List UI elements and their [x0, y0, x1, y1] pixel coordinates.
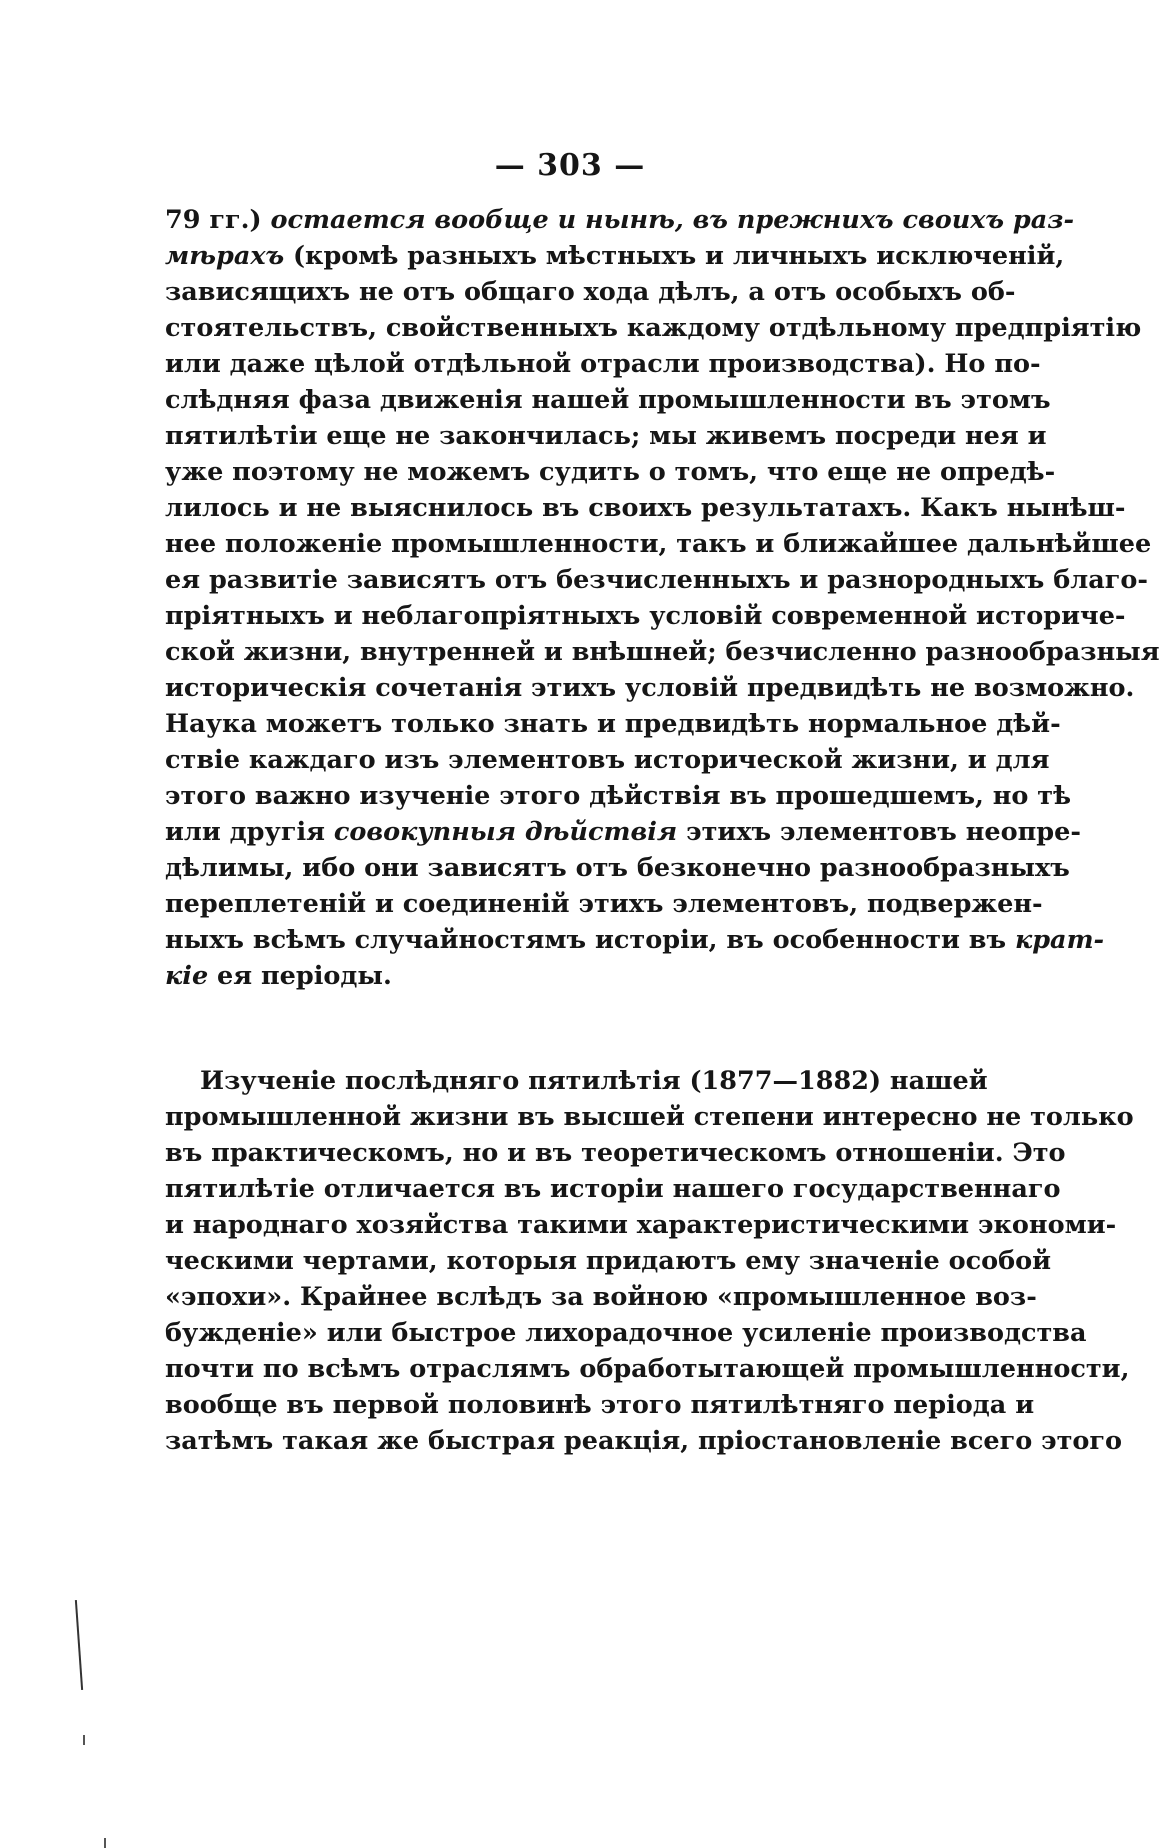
text-line: [165, 1351, 1130, 1387]
italic-text: остается вообще и нынѣ, въ прежнихъ своихъ раз-: [270, 205, 1075, 235]
text-line: [165, 1423, 1123, 1459]
text-segment: слѣдняя фаза движенія нашей промышленности въ этомъ: [165, 385, 1051, 415]
text-segment: бужденіе» или быстрое лихорадочное усиленіе производства: [165, 1318, 1087, 1348]
text-segment: переплетеній и соединеній этихъ элементовъ, подвержен-: [165, 889, 1043, 919]
text-line: [165, 382, 1051, 418]
text-line: [165, 706, 1061, 742]
text-line: [165, 850, 1070, 886]
text-segment: пятилѣтіе отличается въ исторіи нашего государственнаго: [165, 1174, 1061, 1204]
text-line: [165, 1135, 1066, 1171]
text-line: [165, 1207, 1117, 1243]
text-segment: этихъ элементовъ неопре-: [677, 817, 1081, 847]
text-segment: ныхъ всѣмъ случайностямъ исторіи, въ особенности въ: [165, 925, 1015, 955]
text-line: [165, 778, 1072, 814]
text-segment: пріятныхъ и неблагопріятныхъ условій современной историче-: [165, 601, 1126, 631]
text-line: [165, 1099, 1134, 1135]
text-segment: затѣмъ такая же быстрая реакція, пріостановленіе всего этого: [165, 1426, 1123, 1456]
italic-text: мѣрахъ: [165, 241, 285, 271]
italic-text: крат-: [1014, 925, 1105, 955]
text-segment: историческія сочетанія этихъ условій предвидѣть не возможно.: [165, 673, 1135, 703]
text-segment: стоятельствъ, свойственныхъ каждому отдѣльному предпріятію: [165, 313, 1142, 343]
text-line: [165, 598, 1126, 634]
text-line: [165, 238, 1065, 274]
text-segment: вообще въ первой половинѣ этого пятилѣтняго періода и: [165, 1390, 1035, 1420]
page-number: — 303 —: [494, 148, 646, 183]
text-segment: промышленной жизни въ высшей степени интересно не только: [165, 1102, 1134, 1132]
paragraph-new: [165, 1063, 1134, 1459]
text-segment: (кромѣ разныхъ мѣстныхъ и личныхъ исключеній,: [284, 241, 1065, 271]
margin-mark: [83, 1735, 85, 1745]
text-segment: почти по всѣмъ отраслямъ обработытающей промышленности,: [165, 1354, 1130, 1384]
text-segment: нее положеніе промышленности, такъ и ближайшее дальнѣйшее: [165, 529, 1152, 559]
text-line: [165, 922, 1105, 958]
margin-mark: [104, 1838, 106, 1848]
text-segment: Изученіе послѣдняго пятилѣтія (1877—1882) нашей: [200, 1066, 988, 1096]
text-segment: и народнаго хозяйства такими характеристическими экономи-: [165, 1210, 1117, 1240]
text-line: [165, 454, 1056, 490]
text-segment: зависящихъ не отъ общаго хода дѣлъ, а отъ особыхъ об-: [165, 277, 1016, 307]
text-segment: этого важно изученіе этого дѣйствія въ прошедшемъ, но тѣ: [165, 781, 1072, 811]
italic-text: совокупныя дѣйствія: [333, 817, 678, 847]
text-line: [165, 1063, 988, 1099]
text-line: [165, 202, 1075, 238]
text-line: [165, 346, 1041, 382]
text-segment: лилось и не выяснилось въ своихъ результатахъ. Какъ нынѣш-: [165, 493, 1126, 523]
text-segment: ствіе каждаго изъ элементовъ исторической жизни, и для: [165, 745, 1050, 775]
text-line: [165, 1171, 1061, 1207]
text-segment: или даже цѣлой отдѣльной отрасли производства). Но по-: [165, 349, 1041, 379]
text-segment: дѣлимы, ибо они зависятъ отъ безконечно разнообразныхъ: [165, 853, 1070, 883]
text-segment: ея періоды.: [208, 961, 392, 991]
italic-text: кіе: [165, 961, 209, 991]
text-line: [165, 1279, 1037, 1315]
text-segment: ской жизни, внутренней и внѣшней; безчисленно разнообразныя: [165, 637, 1160, 667]
text-line: [165, 490, 1126, 526]
text-line: [165, 670, 1135, 706]
text-line: [165, 274, 1016, 310]
text-line: [165, 526, 1152, 562]
text-line: [165, 1243, 1052, 1279]
paragraph-continued: [165, 202, 1160, 994]
text-segment: или другія: [165, 817, 334, 847]
text-line: [165, 418, 1047, 454]
text-segment: Наука можетъ только знать и предвидѣть нормальное дѣй-: [165, 709, 1061, 739]
text-line: [165, 1315, 1087, 1351]
text-line: [165, 886, 1043, 922]
text-line: [165, 1387, 1035, 1423]
text-segment: 79 гг.): [165, 205, 271, 235]
text-line: [165, 958, 935, 994]
text-line: [165, 634, 1160, 670]
text-segment: ея развитіе зависятъ отъ безчисленныхъ и разнородныхъ благо-: [165, 565, 1148, 595]
text-segment: уже поэтому не можемъ судить о томъ, что еще не опредѣ-: [165, 457, 1056, 487]
text-line: [165, 742, 1050, 778]
text-segment: въ практическомъ, но и въ теоретическомъ отношеніи. Это: [165, 1138, 1066, 1168]
text-line: [165, 310, 1142, 346]
margin-mark: [75, 1600, 83, 1690]
text-line: [165, 562, 1148, 598]
text-line: [165, 814, 1081, 850]
text-segment: пятилѣтіи еще не закончилась; мы живемъ посреди нея и: [165, 421, 1047, 451]
text-segment: ческими чертами, которыя придаютъ ему значеніе особой: [165, 1246, 1052, 1276]
text-segment: «эпохи». Крайнее вслѣдъ за войною «промышленное воз-: [165, 1282, 1037, 1312]
